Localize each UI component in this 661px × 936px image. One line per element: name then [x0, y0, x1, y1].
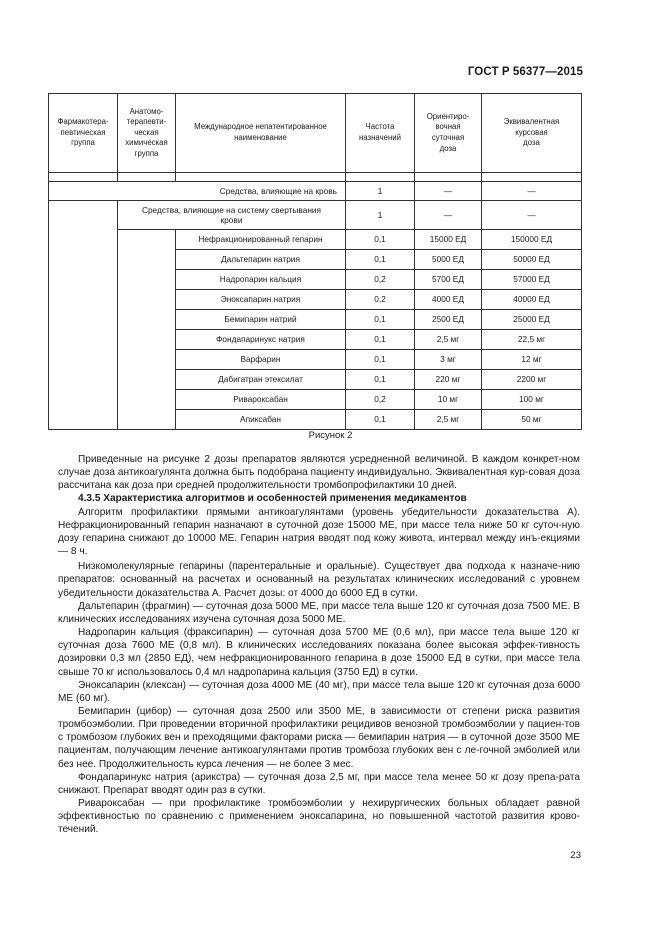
drug-name: Варфарин: [176, 350, 346, 370]
table-row: [49, 230, 582, 250]
drug-frequency: 0,2: [346, 390, 415, 410]
drug-name: Ривароксабан: [176, 390, 346, 410]
drug-daily-dose: 5000 ЕД: [415, 250, 482, 270]
subcategory-row: [49, 201, 582, 230]
pharm-group-cell: [49, 201, 118, 430]
table-header-row: [49, 94, 582, 173]
drug-course-dose: 12 мг: [482, 350, 582, 370]
drug-daily-dose: 2,5 мг: [415, 410, 482, 430]
category-frequency: 1: [346, 182, 415, 201]
drug-frequency: 0,1: [346, 250, 415, 270]
drug-course-dose: 150000 ЕД: [482, 230, 582, 250]
header-atc-group: Анатомо- терапевти- ческая химическая группа: [118, 94, 176, 173]
drug-name: Нефракционированный гепарин: [176, 230, 346, 250]
subcategory-course-dose: —: [482, 201, 582, 230]
drug-dosage-table: [48, 93, 582, 430]
drug-frequency: 0,1: [346, 370, 415, 390]
drug-course-dose: 50 мг: [482, 410, 582, 430]
paragraph: Надропарин кальция (фраксипарин) — суточная доза 5700 МЕ (0,6 мл), при массе тела выше 120 кг суточная доза 7600 МЕ (0,8 мл). В клинических исследованиях показана более высокая эффек-тивность дозировки 0,3 мл (2850 ЕД), чем нефракционированного гепарина в дозе 15000 ЕД в сутки, при массе тела свыше 70 кг использовалось 0,4 мл надропарина кальция (3750 ЕД) в сутки.: [58, 627, 580, 678]
drug-daily-dose: 5700 ЕД: [415, 270, 482, 290]
paragraph: Ривароксабан — при профилактике тромбоэмболии у нехирургических больных обладает равной эффективностью по сравнению с применением эноксапарина, но повышенной частотой развития крово-течений.: [58, 798, 580, 836]
table-spacer-row: [49, 173, 582, 182]
paragraph: Эноксапарин (клексан) — суточная доза 4000 МЕ (40 мг), при массе тела выше 120 кг суточная доза 6000 МЕ (60 мг).: [58, 679, 580, 704]
page-number: 23: [570, 850, 581, 861]
category-course-dose: —: [482, 182, 582, 201]
paragraph: Бемипарин (цибор) — суточная доза 2500 или 3500 МЕ, в зависимости от степени риска развития тромбоэмболии. При проведении вторичной профилактики рецидивов венозной тромбоэмболии у пациен-тов с тромбозом глубоких вен и преходящими факторами риска — бемипарин натрия — в суточной дозе 3500 МЕ пациентам, получающим лечение антикоагулянтами против тромбоза глубоких вен с ле-гочной эмболией или без нее. Продолжительность курса лечения — не более 3 мес.: [58, 705, 580, 770]
drug-course-dose: 40000 ЕД: [482, 290, 582, 310]
subcategory-daily-dose: —: [415, 201, 482, 230]
atc-group-cell: [118, 230, 176, 430]
drug-course-dose: 2200 мг: [482, 370, 582, 390]
drug-name: Эноксапарин натрия: [176, 290, 346, 310]
drug-name: Дабигатран этексилат: [176, 370, 346, 390]
document-standard-code: ГОСТ Р 56377—2015: [467, 66, 583, 78]
section-heading: 4.3.5 Характеристика алгоритмов и особенностей применения медикаментов: [78, 493, 467, 505]
drug-daily-dose: 10 мг: [415, 390, 482, 410]
drug-name: Фондапаринукс натрия: [176, 330, 346, 350]
paragraph: Приведенные на рисунке 2 дозы препаратов являются усредненной величиной. В каждом конкрет-ном случае доза антикоагулянта должна быть подобрана пациенту индивидуально. Эквивалентная кур-совая доза рассчитана как доза при средней продолжительности тромбопрофилактики 10 дней.: [58, 454, 580, 492]
drug-frequency: 0,1: [346, 310, 415, 330]
header-pharm-group: Фармакотера- певтическая группа: [49, 94, 118, 173]
drug-frequency: 0,1: [346, 350, 415, 370]
drug-course-dose: 50000 ЕД: [482, 250, 582, 270]
header-inn: Международное непатентированное наименование: [176, 94, 346, 173]
drug-frequency: 0,2: [346, 290, 415, 310]
drug-frequency: 0,1: [346, 230, 415, 250]
subcategory-name: Средства, влияющие на систему свертывания крови: [118, 201, 346, 230]
drug-daily-dose: 220 мг: [415, 370, 482, 390]
body-text: [58, 453, 580, 837]
header-frequency: Частота назначений: [346, 94, 415, 173]
paragraph: Дальтепарин (фрагмин) — суточная доза 5000 МЕ, при массе тела выше 120 кг суточная доза 7500 МЕ. В клинических исследованиях изучена суточная доза 5000 МЕ.: [58, 600, 580, 625]
category-name: Средства, влияющие на кровь: [49, 182, 346, 201]
drug-name: Дальтепарин натрия: [176, 250, 346, 270]
drug-daily-dose: 2500 ЕД: [415, 310, 482, 330]
figure-caption: Рисунок 2: [308, 430, 353, 441]
drug-course-dose: 100 мг: [482, 390, 582, 410]
drug-name: Бемипарин натрий: [176, 310, 346, 330]
drug-frequency: 0,1: [346, 330, 415, 350]
drug-daily-dose: 2,5 мг: [415, 330, 482, 350]
category-row: [49, 182, 582, 201]
drug-name: Надропарин кальция: [176, 270, 346, 290]
paragraph: Низкомолекулярные гепарины (парентеральные и оральные). Существует два подхода к назначе-нию препаратов: основанный на расчетах и основанный на результатах клинических исследований с уровнем убедительности доказательства А. Расчет дозы: от 4000 до 6000 ЕД в сутки.: [58, 561, 580, 599]
paragraph: Фондапаринукс натрия (арикстра) — суточная доза 2,5 мг, при массе тела менее 50 кг дозу препа-рата снижают. Препарат вводят один раз в сутки.: [58, 771, 580, 796]
header-daily-dose: Ориентиро- вочная суточная доза: [415, 94, 482, 173]
drug-frequency: 0,1: [346, 410, 415, 430]
drug-daily-dose: 3 мг: [415, 350, 482, 370]
drug-name: Апиксабан: [176, 410, 346, 430]
category-daily-dose: —: [415, 182, 482, 201]
paragraph: Алгоритм профилактики прямыми антикоагулянтами (уровень убедительности доказательства А). Нефракционированный гепарин назначают в суточной дозе 15000 МЕ, при массе тела ниже 50 кг суточ-ную дозу гепарина снижают до 10000 МЕ. Гепарин натрия вводят под кожу живота, интервал между инъ-екциями — 8 ч.: [58, 506, 580, 558]
header-course-dose: Эквивалентная курсовая доза: [482, 94, 582, 173]
drug-course-dose: 22,5 мг: [482, 330, 582, 350]
drug-frequency: 0,2: [346, 270, 415, 290]
drug-daily-dose: 4000 ЕД: [415, 290, 482, 310]
drug-course-dose: 57000 ЕД: [482, 270, 582, 290]
subcategory-frequency: 1: [346, 201, 415, 230]
drug-course-dose: 25000 ЕД: [482, 310, 582, 330]
drug-daily-dose: 15000 ЕД: [415, 230, 482, 250]
